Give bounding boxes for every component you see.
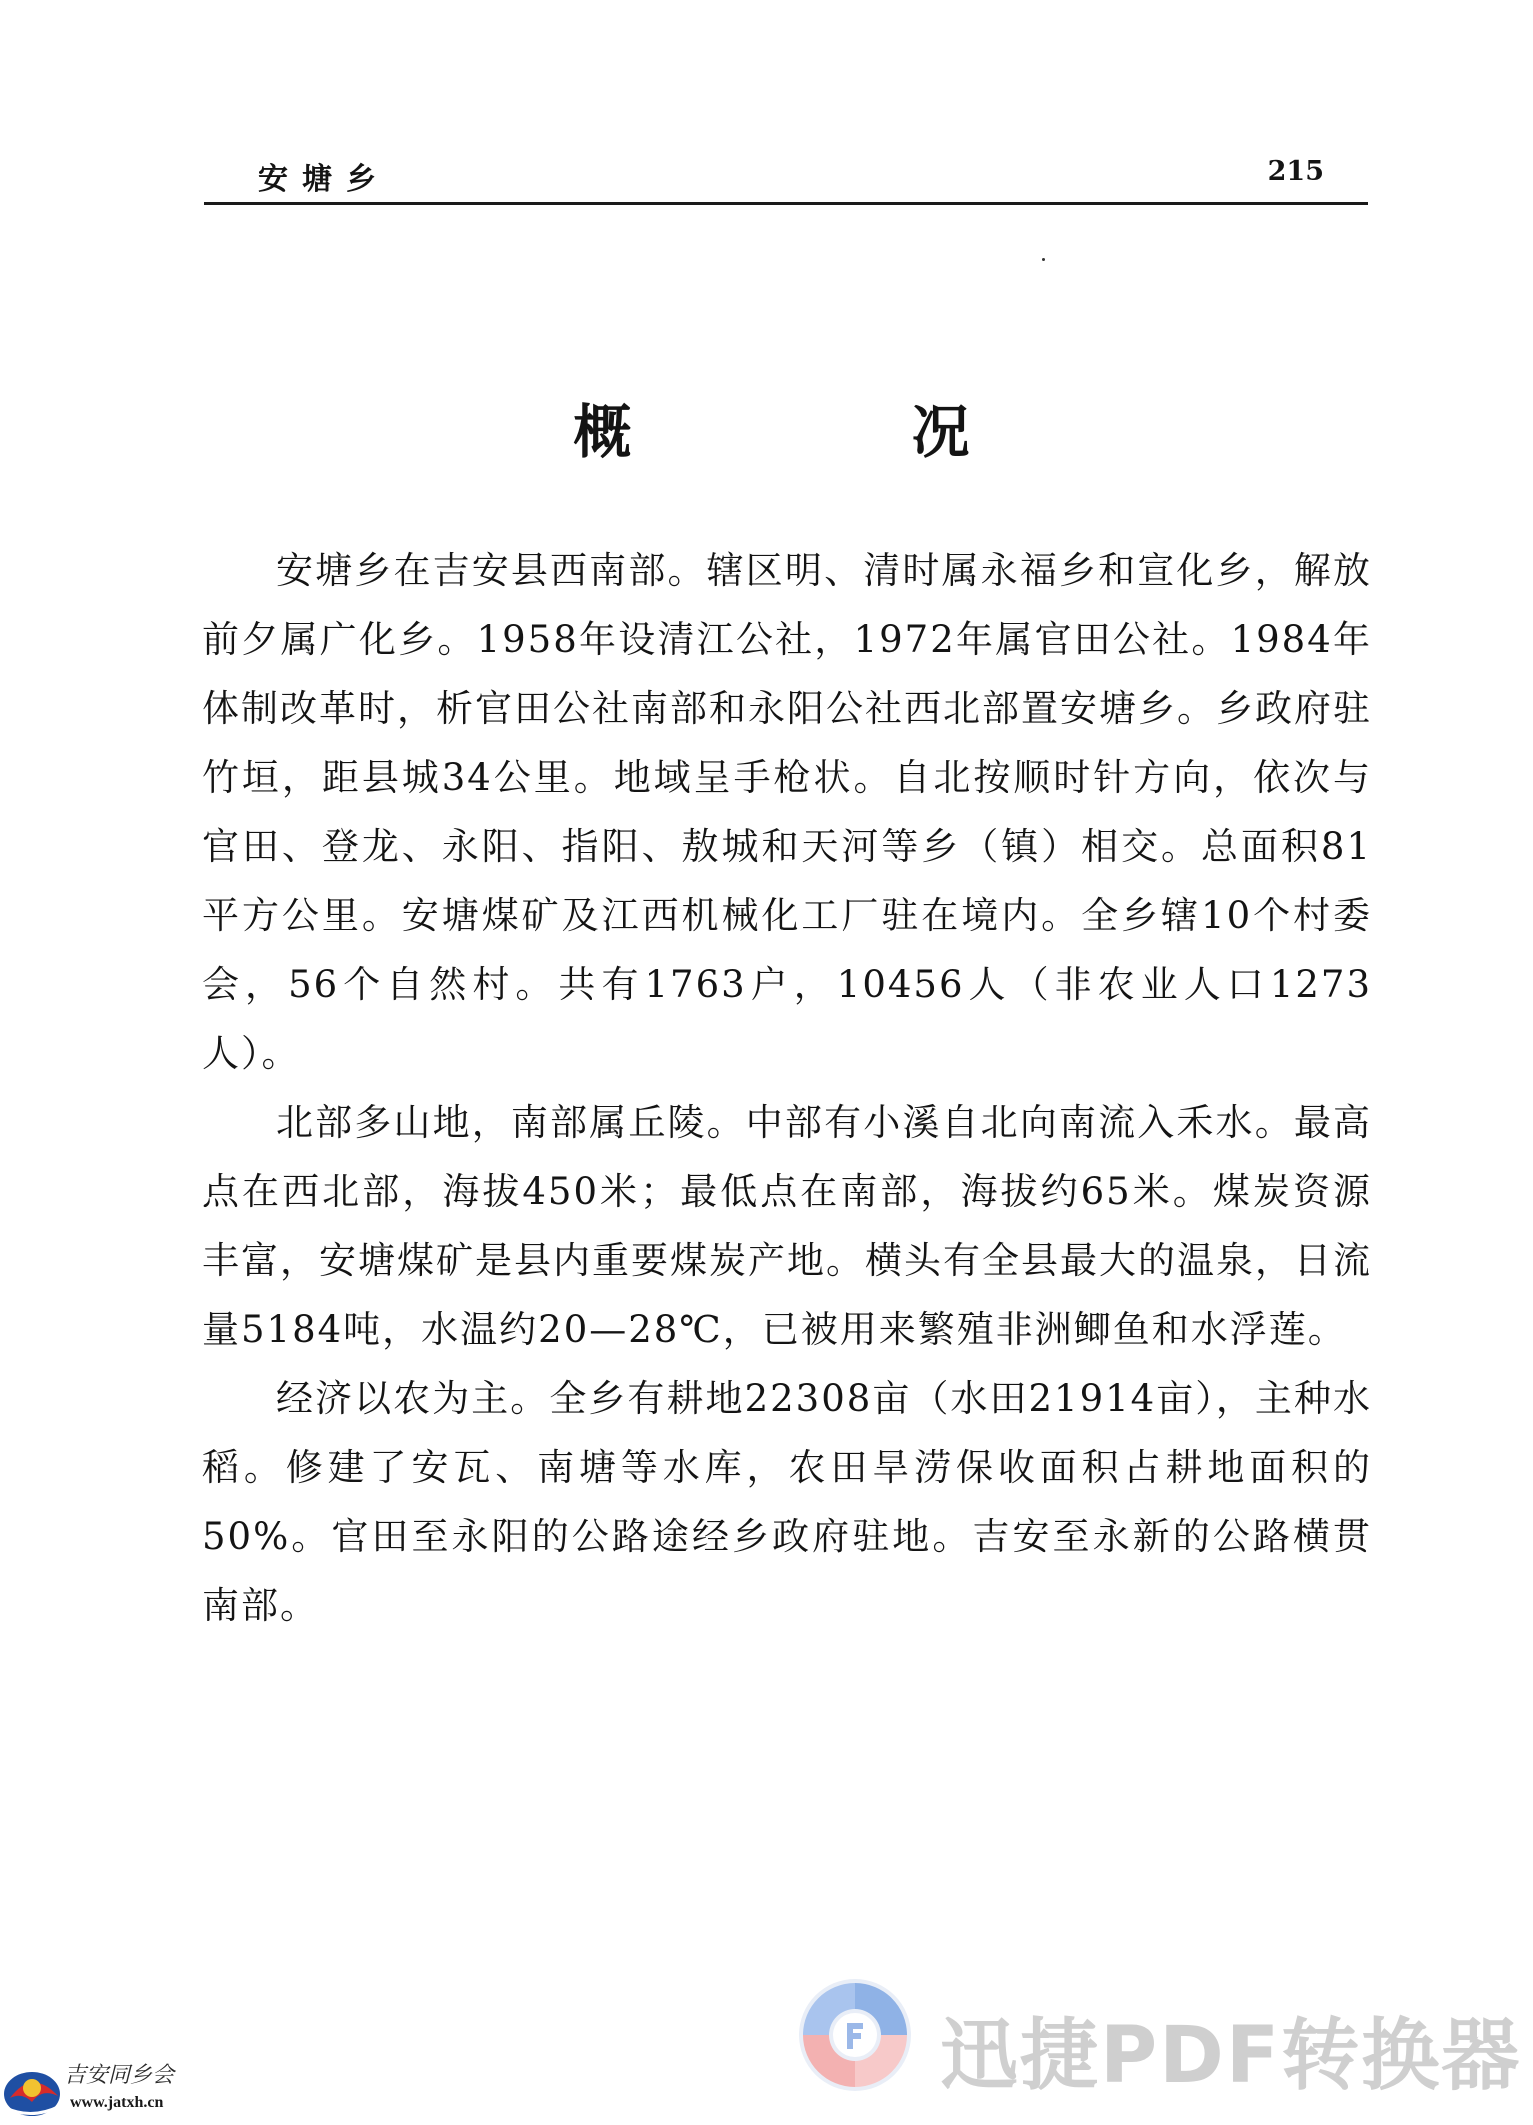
paragraph-economy: 经济以农为主。全乡有耕地22308亩（水田21914亩），主种水稻。修建了安瓦、南塘等水库，农田旱涝保收面积占耕地面积的50%。官田至永阳的公路途经乡政府驻地。吉安至永新的公路横贯南部。 [202, 1377, 1372, 1627]
association-logo [2, 2050, 182, 2125]
page-title: 概 况 [573, 398, 1100, 466]
page-number: 215 [1267, 156, 1324, 187]
section-title: 安塘乡 [258, 162, 390, 197]
pdf-converter-watermark [795, 1975, 1522, 2101]
article-body [202, 536, 1372, 1640]
scan-speck [1042, 258, 1045, 261]
association-url: www.jatxh.cn [70, 2094, 164, 2111]
header-divider [204, 202, 1368, 205]
running-header [204, 150, 1368, 206]
association-name: 吉安同乡会 [64, 2063, 175, 2088]
paragraph-terrain: 北部多山地，南部属丘陵。中部有小溪自北向南流入禾水。最高点在西北部，海拔450米；最低点在南部，海拔约65米。煤炭资源丰富，安塘煤矿是县内重要煤炭产地。横头有全县最大的温泉，日流量5184吨，水温约20—28℃，已被用来繁殖非洲鲫鱼和水浮莲。 [202, 1101, 1372, 1351]
association-badge-icon [2, 2058, 72, 2120]
watermark-text: 迅捷PDF转换器 [940, 2011, 1522, 2101]
pdf-converter-logo-icon [795, 1975, 915, 2095]
paragraph-overview: 安塘乡在吉安县西南部。辖区明、清时属永福乡和宣化乡，解放前夕属广化乡。1958年设清江公社，1972年属官田公社。1984年体制改革时，析官田公社南部和永阳公社西北部置安塘乡。乡政府驻竹垣，距县城34公里。地域呈手枪状。自北按顺时针方向，依次与官田、登龙、永阳、指阳、敖城和天河等乡（镇）相交。总面积81平方公里。安塘煤矿及江西机械化工厂驻在境内。全乡辖10个村委会，56个自然村。共有1763户，10456人（非农业人口1273人）。 [202, 549, 1372, 1075]
